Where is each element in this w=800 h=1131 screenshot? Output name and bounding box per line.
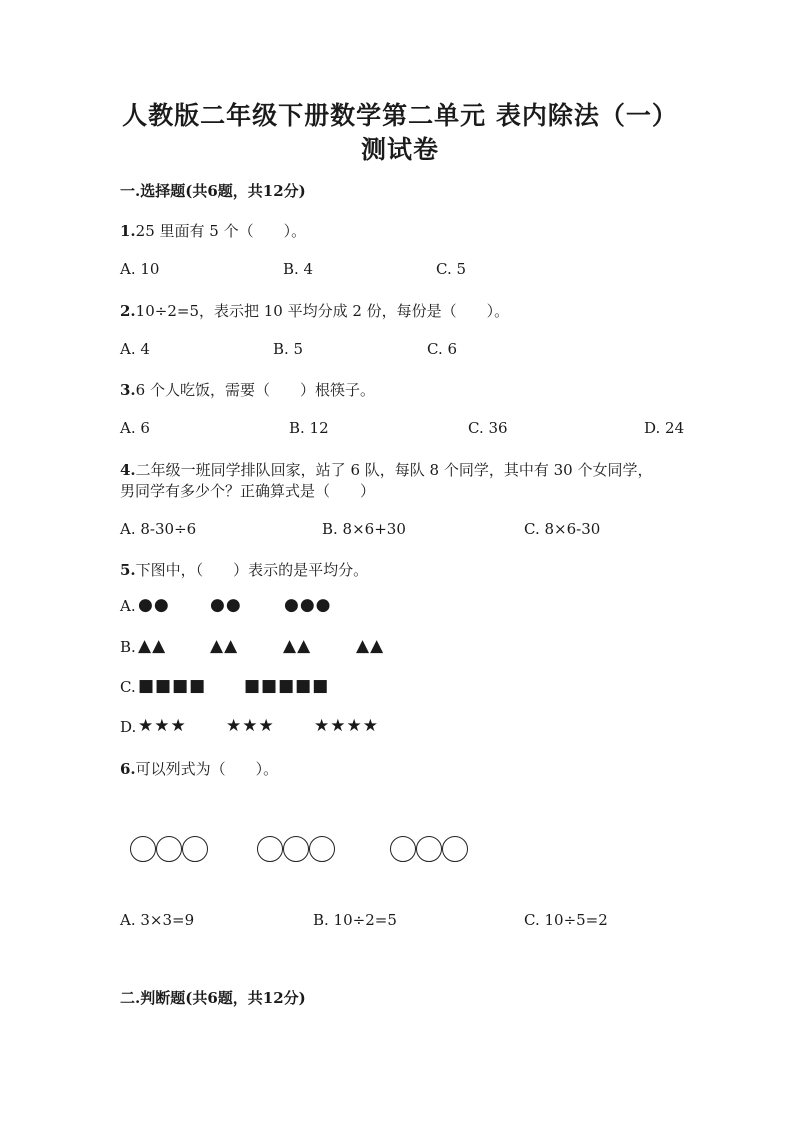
question-text: 可以列式为（ ）。 (135, 760, 279, 778)
circle-icon (283, 836, 309, 862)
question-number: 3. (120, 381, 136, 399)
q3-option-c[interactable]: C. 36 (468, 419, 508, 437)
question-text: 25 里面有 5 个（ ）。 (135, 222, 307, 240)
option-label: A. (120, 597, 136, 615)
star-group: ★★★★ (314, 716, 379, 736)
q3-option-a[interactable]: A. 6 (120, 419, 150, 437)
q1-option-b[interactable]: B. 4 (283, 260, 314, 278)
q3-option-b[interactable]: B. 12 (289, 419, 329, 437)
q2-option-a[interactable]: A. 4 (120, 340, 150, 358)
q3-option-d[interactable]: D. 24 (644, 419, 685, 437)
star-group: ★★★ (138, 716, 187, 736)
star-group: ★★★ (226, 716, 275, 736)
q1-option-c[interactable]: C. 5 (436, 260, 467, 278)
triangle-group: ▲▲ (283, 636, 312, 656)
question-number: 4. (120, 461, 136, 479)
page-subtitle: 测试卷 (360, 135, 439, 164)
question-number: 2. (120, 302, 136, 320)
dot-group: ●● (138, 595, 170, 615)
option-label: C. (120, 678, 136, 696)
question-3 (120, 379, 375, 400)
circle-icon (309, 836, 335, 862)
circle-icon (257, 836, 283, 862)
section-heading-choice: 一.选择题(共6题，共12分) (120, 182, 306, 200)
section-heading-judgment: 二.判断题(共6题，共12分) (120, 989, 306, 1007)
triangle-group: ▲▲ (356, 636, 385, 656)
q4-option-a[interactable]: A. 8-30÷6 (120, 520, 197, 538)
circle-icon (182, 836, 208, 862)
q6-option-b[interactable]: B. 10÷2=5 (313, 911, 397, 929)
triangle-group: ▲▲ (138, 636, 167, 656)
q5-option-b[interactable] (120, 638, 136, 656)
question-text: 下图中，（ ）表示的是平均分。 (135, 561, 369, 579)
square-group: ■■■■ (138, 676, 207, 696)
q1-option-a[interactable]: A. 10 (120, 260, 160, 278)
square-group: ■■■■■ (244, 676, 330, 696)
q4-option-b[interactable]: B. 8×6+30 (322, 520, 406, 538)
question-number: 5. (120, 561, 136, 579)
q5-option-d[interactable] (120, 718, 136, 736)
triangle-group: ▲▲ (210, 636, 239, 656)
question-number: 1. (120, 222, 136, 240)
circle-icon (416, 836, 442, 862)
question-text: 6 个人吃饭，需要（ ）根筷子。 (135, 381, 375, 399)
circle-icon (390, 836, 416, 862)
circle-icon (156, 836, 182, 862)
circle-icon (130, 836, 156, 862)
q6-option-c[interactable]: C. 10÷5=2 (524, 911, 608, 929)
question-4-line2: 男同学有多少个？正确算式是（ ） (120, 482, 376, 500)
page-title: 人教版二年级下册数学第二单元 表内除法（一） (122, 101, 678, 130)
question-5 (120, 559, 368, 580)
q5-option-a[interactable] (120, 597, 136, 615)
question-text: 二年级一班同学排队回家，站了 6 队，每队 8 个同学，其中有 30 个女同学， (135, 461, 653, 479)
option-label: D. (120, 718, 137, 736)
q6-option-a[interactable]: A. 3×3=9 (120, 911, 195, 929)
dot-group: ●●● (284, 595, 332, 615)
question-1 (120, 220, 306, 241)
question-4 (120, 459, 652, 480)
dot-group: ●● (210, 595, 242, 615)
q2-option-b[interactable]: B. 5 (273, 340, 304, 358)
option-label: B. (120, 638, 136, 656)
q2-option-c[interactable]: C. 6 (427, 340, 458, 358)
circle-icon (442, 836, 468, 862)
q4-option-c[interactable]: C. 8×6-30 (524, 520, 601, 538)
question-number: 6. (120, 760, 136, 778)
q5-option-c[interactable] (120, 678, 136, 696)
question-2 (120, 300, 509, 321)
question-6 (120, 758, 278, 779)
question-text: 10÷2=5，表示把 10 平均分成 2 份，每份是（ ）。 (135, 302, 510, 320)
